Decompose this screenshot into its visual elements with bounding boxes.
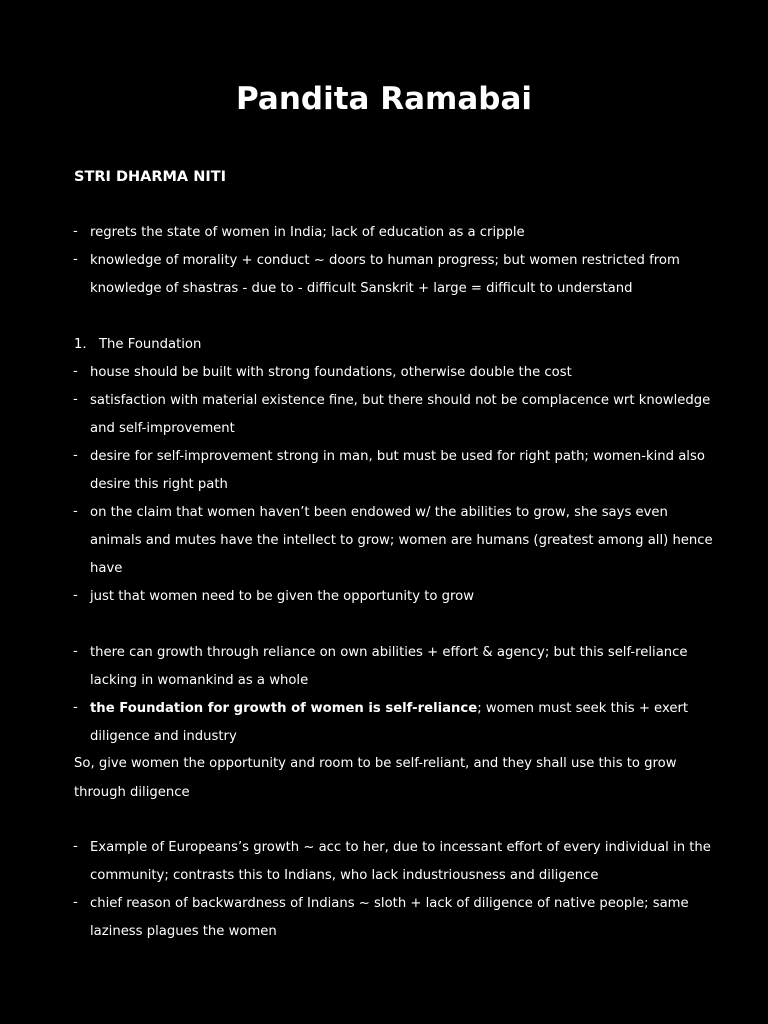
bullet-text: on the claim that women haven’t been endowed w/ the abilities to grow, she says even xyxy=(90,505,668,520)
document-title: Pandita Ramabai xyxy=(236,81,532,117)
section-heading: The Foundation xyxy=(99,337,202,352)
bullet-marker: - xyxy=(73,364,78,379)
bullet-text-continued: desire this right path xyxy=(90,477,228,492)
paragraph-text: So, give women the opportunity and room to be self-reliant, and they shall use this to grow xyxy=(74,756,677,771)
bullet-text: house should be built with strong foundations, otherwise double the cost xyxy=(90,365,572,380)
bullet-text-continued: lacking in womankind as a whole xyxy=(90,673,309,688)
bullet-marker: - xyxy=(73,392,78,407)
bullet-text-continued: have xyxy=(90,561,123,576)
bullet-text: knowledge of morality + conduct ~ doors to human progress; but women restricted from xyxy=(90,253,680,268)
section-number: 1. xyxy=(74,337,87,352)
bullet-marker: - xyxy=(73,252,78,267)
bullet-marker: - xyxy=(73,700,78,715)
bullet-marker: - xyxy=(73,895,78,910)
section-subtitle: STRI DHARMA NITI xyxy=(74,169,227,185)
bullet-text: regrets the state of women in India; lack of education as a cripple xyxy=(90,225,525,240)
bullet-marker: - xyxy=(73,224,78,239)
bold-emphasis: the Foundation for growth of women is self-reliance xyxy=(90,701,478,716)
bullet-text: Example of Europeans’s growth ~ acc to her, due to incessant effort of every individual in the xyxy=(90,840,711,855)
bullet-marker: - xyxy=(73,588,78,603)
bullet-text-continued: community; contrasts this to Indians, who lack industriousness and diligence xyxy=(90,868,599,883)
bullet-text: just that women need to be given the opportunity to grow xyxy=(90,589,474,604)
bullet-text: chief reason of backwardness of Indians ~ sloth + lack of diligence of native people; same xyxy=(90,896,689,911)
bullet-text-continued: laziness plagues the women xyxy=(90,924,277,939)
bullet-text: satisfaction with material existence fine, but there should not be complacence wrt knowledge xyxy=(90,393,711,408)
bullet-marker: - xyxy=(73,448,78,463)
bullet-text xyxy=(90,699,688,719)
bullet-text: desire for self-improvement strong in man, but must be used for right path; women-kind also xyxy=(90,449,705,464)
bullet-text-rest: ; women must seek this + exert xyxy=(477,701,689,716)
bullet-marker: - xyxy=(73,644,78,659)
bullet-text-continued: knowledge of shastras - due to - difficult Sanskrit + large = difficult to understand xyxy=(90,281,633,296)
paragraph-text: through diligence xyxy=(74,785,190,800)
bullet-text-continued: and self-improvement xyxy=(90,421,235,436)
bullet-text-continued: diligence and industry xyxy=(90,729,237,744)
bullet-marker: - xyxy=(73,504,78,519)
bullet-text-continued: animals and mutes have the intellect to grow; women are humans (greatest among all) hence xyxy=(90,533,713,548)
bullet-text: there can growth through reliance on own abilities + effort & agency; but this self-reliance xyxy=(90,645,688,660)
bullet-marker: - xyxy=(73,839,78,854)
